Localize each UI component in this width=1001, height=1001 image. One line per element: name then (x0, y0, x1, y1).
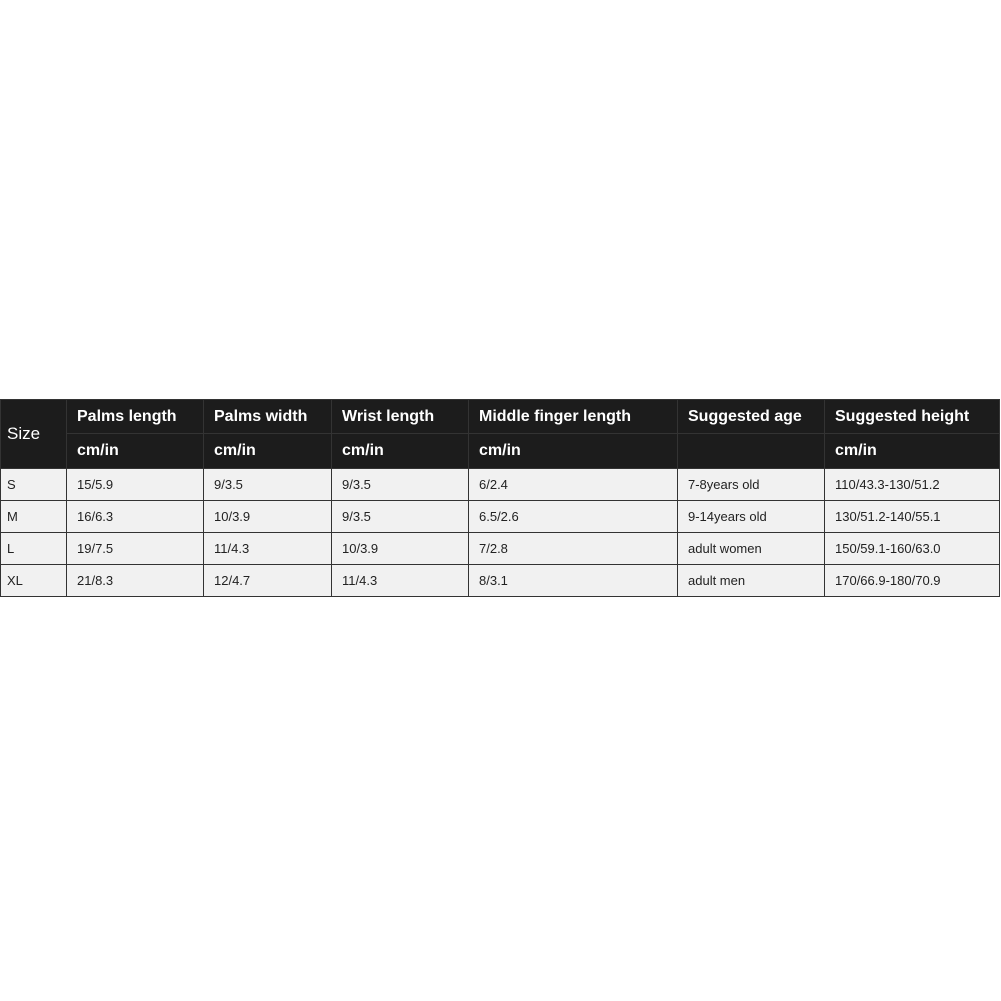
suggested-height-cell: 150/59.1-160/63.0 (825, 533, 1000, 565)
column-header-middle-finger-length: Middle finger length (469, 400, 678, 434)
column-header-suggested-height: Suggested height (825, 400, 1000, 434)
unit-palms-width: cm/in (204, 434, 332, 469)
column-header-palms-length: Palms length (67, 400, 204, 434)
middle-finger-length-cell: 6.5/2.6 (469, 501, 678, 533)
header-row (1, 400, 1000, 434)
wrist-length-cell: 10/3.9 (332, 533, 469, 565)
size-chart-table (0, 399, 1000, 597)
column-header-wrist-length: Wrist length (332, 400, 469, 434)
suggested-age-cell: 9-14years old (678, 501, 825, 533)
suggested-height-cell: 130/51.2-140/55.1 (825, 501, 1000, 533)
suggested-age-cell: 7-8years old (678, 469, 825, 501)
table-row-s (1, 469, 1000, 501)
wrist-length-cell: 9/3.5 (332, 501, 469, 533)
table-row-l (1, 533, 1000, 565)
suggested-height-cell: 110/43.3-130/51.2 (825, 469, 1000, 501)
palms-length-cell: 21/8.3 (67, 565, 204, 597)
palms-width-cell: 10/3.9 (204, 501, 332, 533)
palms-width-cell: 12/4.7 (204, 565, 332, 597)
unit-row (1, 434, 1000, 469)
suggested-age-cell: adult women (678, 533, 825, 565)
unit-wrist-length: cm/in (332, 434, 469, 469)
palms-length-cell: 19/7.5 (67, 533, 204, 565)
wrist-length-cell: 9/3.5 (332, 469, 469, 501)
column-header-palms-width: Palms width (204, 400, 332, 434)
unit-suggested-age (678, 434, 825, 469)
middle-finger-length-cell: 6/2.4 (469, 469, 678, 501)
unit-middle-finger-length: cm/in (469, 434, 678, 469)
size-header: Size (1, 400, 67, 469)
size-cell: L (1, 533, 67, 565)
table-row-m (1, 501, 1000, 533)
middle-finger-length-cell: 7/2.8 (469, 533, 678, 565)
middle-finger-length-cell: 8/3.1 (469, 565, 678, 597)
palms-width-cell: 9/3.5 (204, 469, 332, 501)
suggested-height-cell: 170/66.9-180/70.9 (825, 565, 1000, 597)
suggested-age-cell: adult men (678, 565, 825, 597)
wrist-length-cell: 11/4.3 (332, 565, 469, 597)
unit-palms-length: cm/in (67, 434, 204, 469)
palms-length-cell: 15/5.9 (67, 469, 204, 501)
column-header-suggested-age: Suggested age (678, 400, 825, 434)
unit-suggested-height: cm/in (825, 434, 1000, 469)
size-cell: XL (1, 565, 67, 597)
palms-width-cell: 11/4.3 (204, 533, 332, 565)
palms-length-cell: 16/6.3 (67, 501, 204, 533)
size-cell: M (1, 501, 67, 533)
size-cell: S (1, 469, 67, 501)
table-row-xl (1, 565, 1000, 597)
